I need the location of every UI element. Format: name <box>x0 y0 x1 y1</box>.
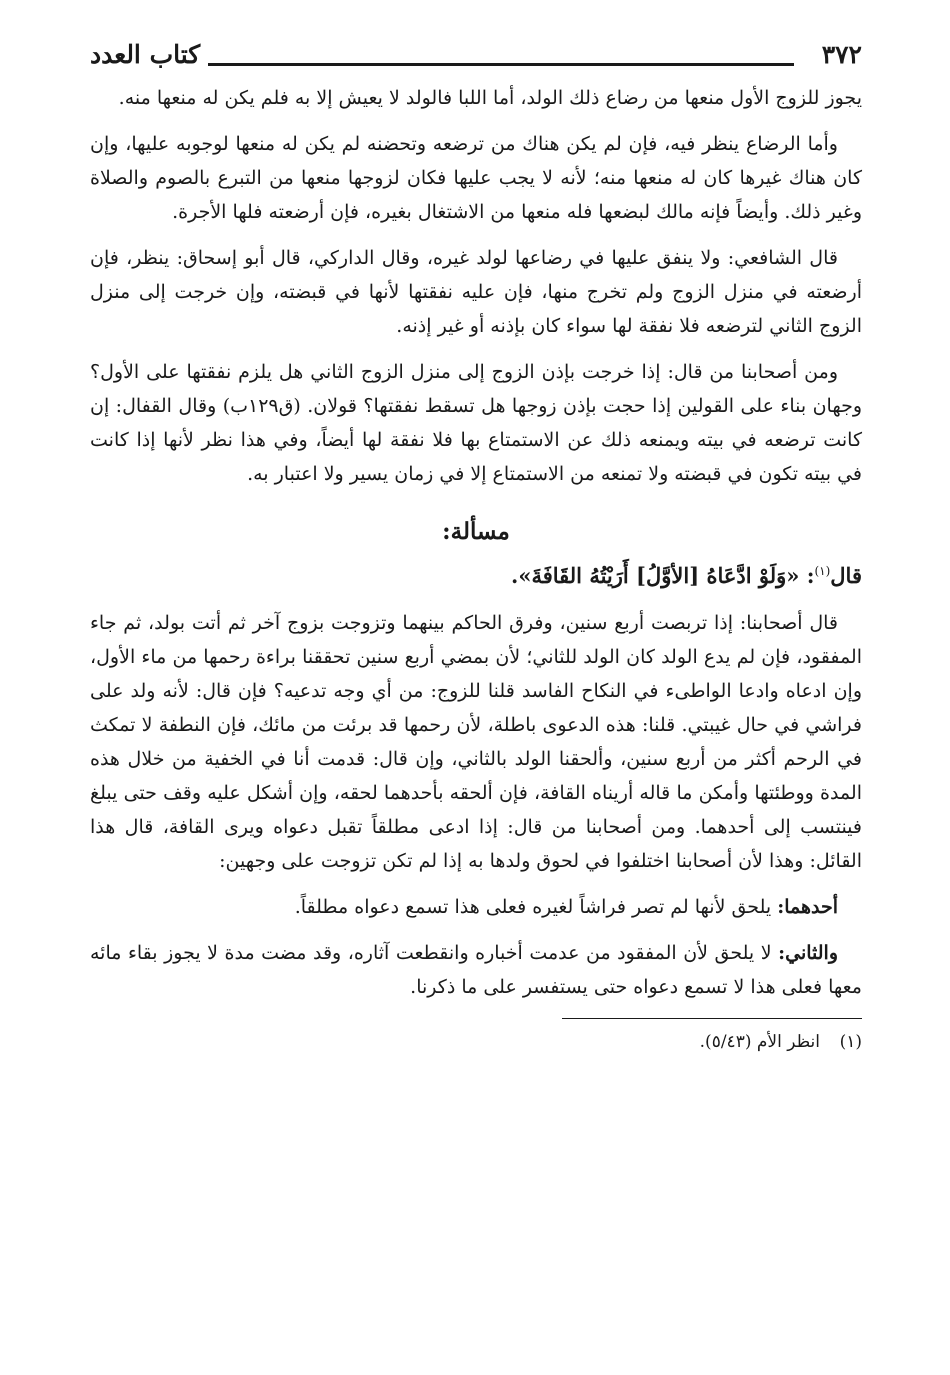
body-text <box>90 81 862 1004</box>
quote-prefix: قال <box>830 563 862 588</box>
footnote-ref: (١) <box>814 564 831 578</box>
book-title: كتاب العدد <box>90 40 201 69</box>
opinion-text: يلحق لأنها لم تصر فراشاً لغيره فعلى هذا تسمع دعواه مطلقاً. <box>294 896 778 918</box>
issue-heading: مسألة: <box>442 518 510 545</box>
page-header <box>90 40 862 78</box>
paragraph: قال أصحابنا: إذا تربصت أربع سنين، وفرق الحاكم بينهما وتزوجت بزوج آخر ثم أتت بولد، ثم جاء المفقود، فإن لم يدع الولد كان الولد للثاني؛ لأن بمضي أربع سنين تحققنا براءة رحمها من ماء الأول، وإن ادعاه وادعا الواطىء في النكاح الفاسد قلنا للزوج: من أي وجه تدعيه؟ فإن قال: لأنه ولد على فراشي في حال غيبتي. قلنا: هذه الدعوى باطلة، لأن رحمها قد برئت من مائك، فإن النطفة لا تمكث في الرحم أكثر من أربع سنين، وألحقنا الولد بالثاني، وإن قال: قدمت أنا في الخفية من خلال هذه المدة ووطئتها وأمكن ما قاله أريناه القافة، فإن ألحقه بأحدهما لحقه، وإن أشكل عليه وقف حتى يبلغ فينتسب إلى أحدهما. ومن أصحابنا من قال: إذا ادعى مطلقاً تقبل دعواه ويرى القافة، قال هذا القائل: وهذا لأن أصحابنا اختلفوا في لحوق ولدها به إذا لم تكن تزوجت على وجهين: <box>90 612 862 872</box>
footnote-divider <box>562 1018 862 1019</box>
opinion-text: لا يلحق لأن المفقود من عدمت أخباره وانقطعت آثاره، وقد مضت مدة لا يجوز بقاء مائه معها فعلى هذا لا تسمع دعواه حتى يستفسر على ما ذكرنا. <box>90 942 862 998</box>
page-number: ٣٧٢ <box>821 40 862 69</box>
footnote-text: انظر الأم (٥/٤٣). <box>699 1032 820 1052</box>
paragraph: ومن أصحابنا من قال: إذا خرجت بإذن الزوج إلى منزل الزوج الثاني هل يلزم نفقتها على الأول؟ وجهان بناء على القولين إذا حجت بإذن زوجها هل تسقط نفقتها؟ قولان. (ق١٢٩ب) وقال القفال: إن كانت ترضعه في بيته ويمنعه ذلك عن الاستمتاع بها فلا نفقة لها أيضاً، وفي هذا نظر لأنها إذا كانت في بيته تكون في قبضته ولا تمنعه من الاستمتاع إلا في زمان يسير ولا اعتبار به. <box>90 361 862 485</box>
footnote <box>90 1029 862 1055</box>
header-rule <box>208 63 794 66</box>
opinion-label: والثاني: <box>778 942 838 964</box>
paragraph: قال الشافعي: ولا ينفق عليها في رضاعها لولد غيره، وقال الداركي، قال أبو إسحاق: ينظر، فإن أرضعته في منزل الزوج ولم تخرج منها، فإن عليه نفقتها لأنها في قبضته، وإن خرجت إلى منزل الزوج الثاني لترضعه فلا نفقة لها سواء كان بإذنه أو غير إذنه. <box>90 247 862 337</box>
opinion-second <box>90 936 862 1004</box>
issue-quote <box>90 553 862 594</box>
paragraph: يجوز للزوج الأول منعها من رضاع ذلك الولد، أما اللبا فالولد لا يعيش إلا به فلم يكن له منعها منه. <box>118 87 862 109</box>
quote-text: : «وَلَوْ ادَّعَاهُ [الأوَّلُ] أَرَيْتُهُ القَافَةَ». <box>511 563 815 588</box>
footnote-number: (١) <box>839 1032 862 1052</box>
book-page <box>90 40 862 1375</box>
opinion-label: أحدهما: <box>777 896 838 918</box>
paragraph: وأما الرضاع ينظر فيه، فإن لم يكن هناك من ترضعه وتحضنه لم يكن له منعها لوجوبه عليها، وإن كان هناك غيرها كان له منعها منه؛ لأنه لا يجب عليها فكان لزوجها منعها من التبرع بالصوم والصلاة وغير ذلك. وأيضاً فإنه مالك لبضعها فله منعها من الاشتغال بغيره، فإن أرضعته فلها الأجرة. <box>90 133 862 223</box>
opinion-first <box>90 890 862 924</box>
